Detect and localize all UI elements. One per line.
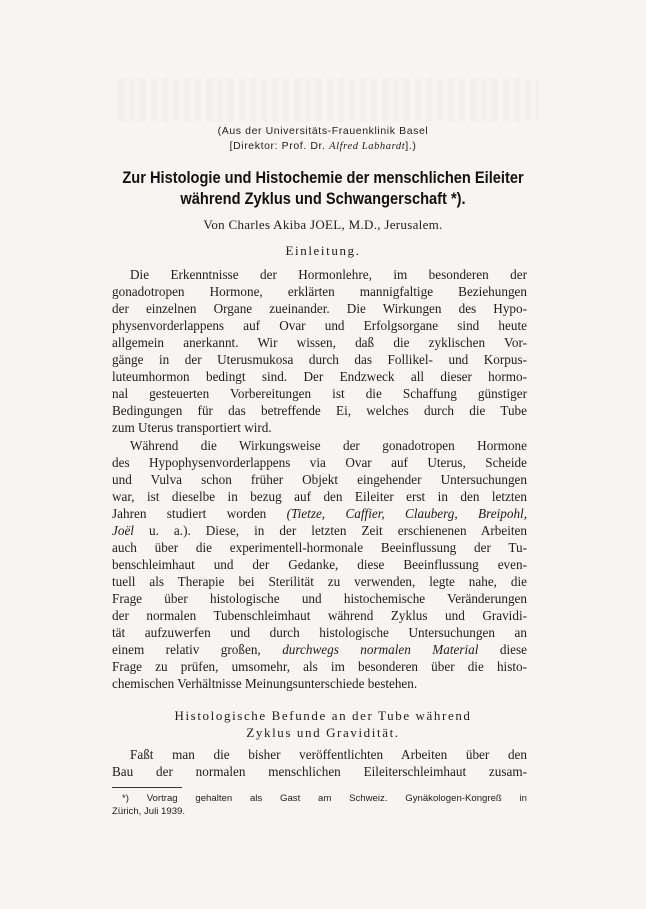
footnote-divider (112, 787, 182, 788)
body-line: der einzelnen Organe zueinander. Die Wirkungen des Hypo- (112, 301, 527, 316)
body-line: und Vulva schon früher Objekt eingehender Untersuchungen (112, 472, 527, 487)
body-line-citation-1 (112, 505, 527, 522)
body-line: luteumhormon bedingt sind. Der Endzweck all dieser hormo- (112, 369, 527, 384)
body-line: war, ist dieselbe in bezug auf den Eileiter erst in den letzten (112, 489, 527, 504)
affiliation-suffix: ].) (405, 140, 417, 152)
body-line: physenvorderlappens auf Ovar und Erfolgsorgane sind heute (112, 318, 527, 333)
bleed-through-smudge (118, 78, 538, 122)
affiliation-line-2 (0, 140, 646, 152)
title-line-1: Zur Histologie und Histochemie der menschlichen Eileiter (122, 168, 524, 187)
body-line: tuell als Therapie bei Sterilität zu verwenden, legte nahe, die (112, 574, 527, 589)
footnote-line-1: *) Vortrag gehalten als Gast am Schweiz. Gynäkologen-Kongreß in (122, 793, 527, 804)
section-heading-histology-line-2: Zyklus und Gravidität. (246, 725, 400, 740)
affiliation-line-1: (Aus der Universitäts-Frauenklinik Basel (217, 125, 429, 137)
body-line: gänge in der Uterusmukosa durch das Follikel- und Korpus- (112, 352, 527, 367)
citation-prefix: Jahren studiert worden (112, 506, 287, 521)
body-line: gonadotropen Hormone, erklärten mannigfaltige Beziehungen (112, 284, 527, 299)
body-line: chemischen Verhältnisse Meinungsunterschiede bestehen. (112, 676, 418, 691)
body-line: Faßt man die bisher veröffentlichten Arbeiten über den (130, 747, 527, 762)
author-line: Von Charles Akiba JOEL, M.D., Jerusalem. (203, 217, 443, 232)
affiliation-director-name: Alfred Labhardt (329, 141, 406, 152)
body-line: Frage zu prüfen, umsomehr, als im besonderen über die histo- (112, 659, 527, 674)
section-heading-introduction: Einleitung. (285, 243, 361, 258)
section-heading-histology-line-1: Histologische Befunde an der Tube während (174, 708, 472, 723)
footnote-line-2: Zürich, Juli 1939. (112, 806, 186, 817)
material-prefix: einem relativ großen, (112, 642, 283, 657)
body-line: des Hypophysenvorderlappens via Ovar auf Uterus, Scheide (112, 455, 527, 470)
body-line: nal gesteuerten Vorbereitungen ist die Schaffung günstiger (112, 386, 527, 401)
affiliation-director-label: [Direktor: Prof. Dr. (229, 140, 330, 152)
body-line: zum Uterus transportiert wird. (112, 420, 272, 435)
citation-authors: (Tietze, Caffier, Clauberg, Breipohl, (286, 506, 527, 521)
body-line: allgemein anerkannt. Wir wissen, daß die zyklischen Vor- (112, 335, 527, 350)
body-line: tät aufzuwerfen und durch histologische Untersuchungen an (112, 625, 527, 640)
citation-rest: u. a.). Diese, in der letzten Zeit erschienenen Arbeiten (133, 523, 527, 538)
body-line-citation-2 (112, 522, 527, 539)
body-line-material (112, 641, 527, 658)
material-suffix: diese (499, 642, 527, 657)
material-emphasis: durchwegs normalen Material (282, 642, 479, 657)
citation-author-joel: Joël (112, 523, 134, 538)
body-line: Bedingungen für das betreffende Ei, welches durch die Tube (112, 403, 527, 418)
title-line-2: während Zyklus und Schwangerschaft *). (180, 189, 466, 208)
body-line: Die Erkenntnisse der Hormonlehre, im besonderen der (130, 267, 527, 282)
body-line: auch über die experimentell-hormonale Beeinflussung der Tu- (112, 540, 527, 555)
body-line: Während die Wirkungsweise der gonadotropen Hormone (130, 438, 527, 453)
body-line: Frage über histologische und histochemische Veränderungen (112, 591, 527, 606)
body-line: der normalen Tubenschleimhaut während Zyklus und Gravidi- (112, 608, 527, 623)
body-line: benschleimhaut und der Gedanke, diese Beeinflussung even- (112, 557, 527, 572)
body-line: Bau der normalen menschlichen Eileiterschleimhaut zusam- (112, 764, 527, 779)
